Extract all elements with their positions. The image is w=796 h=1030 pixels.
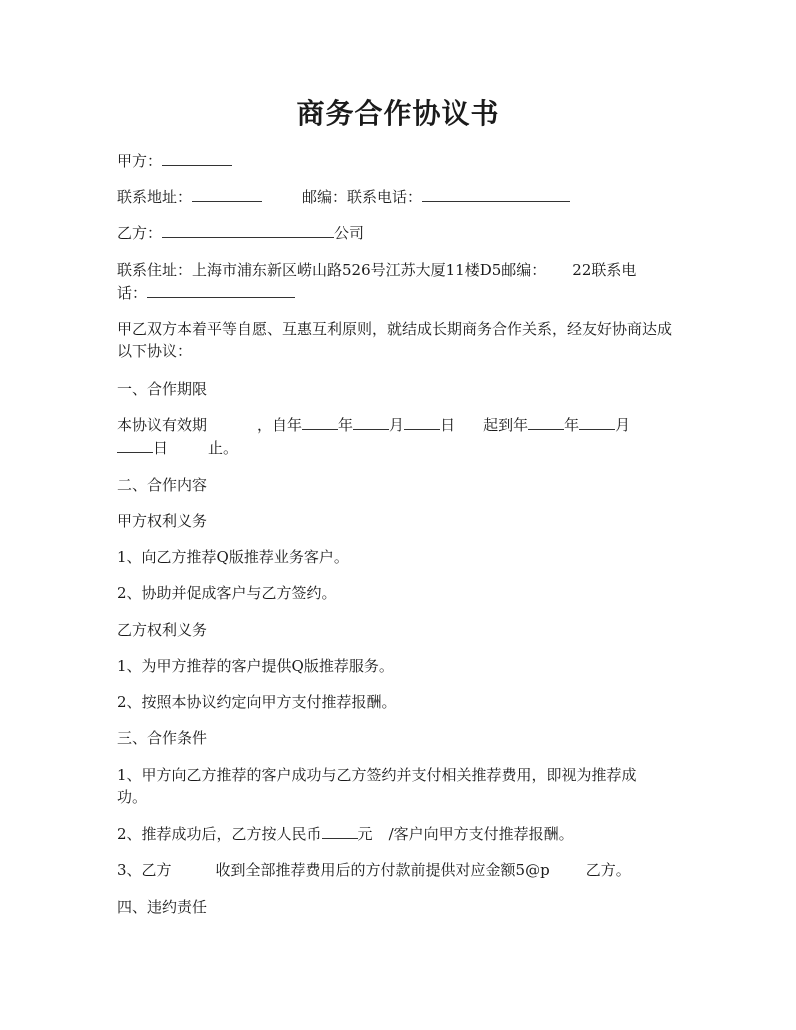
b-item-1: 1、为甲方推荐的客户提供Q版推荐服务。 [117,657,394,675]
party-b-postcode: 22联系电 [572,261,637,279]
day2: 日 [153,439,169,457]
document-title: 商务合作协议书 [296,97,500,130]
condition-2 [117,823,574,845]
term-heading: 一、合作期限 [117,380,208,398]
blank-day2 [117,438,153,453]
blank-day1 [404,415,440,430]
month1: 月 [389,416,405,434]
year1: 年 [338,416,354,434]
term-text-a: 本协议有效期 [117,416,208,434]
party-a-blank [162,151,232,166]
party-a-address-blank [192,187,262,202]
cond3-text-b: 收到全部推荐费用后的方付款前提供对应金额5@p [215,861,550,879]
cond3-text-c: 乙方。 [585,861,631,879]
party-b-phone-blank [147,283,295,298]
party-a-phone-blank [422,187,570,202]
blank-year2 [528,415,564,430]
term-line2 [117,437,238,459]
year2: 年 [564,416,580,434]
cond2-unit: 元 [357,825,373,843]
party-b-label: 乙方： [117,224,163,242]
party-a-postcode-phone-label: 邮编：联系电话： [302,188,423,206]
party-a-address-label: 联系地址： [117,188,193,206]
party-b-blank [162,223,334,238]
cond3-text-a: 3、乙方 [117,861,172,879]
until: 起到年 [483,416,529,434]
condition-1: 1、甲方向乙方推荐的客户成功与乙方签约并支付相关推荐费用，即视为推荐成功。 [117,766,637,806]
conditions-heading: 三、合作条件 [117,729,208,747]
a-rights-heading: 甲方权利义务 [117,512,208,530]
blank-month2 [579,415,615,430]
cond2-amount-blank [322,824,358,839]
party-a-label: 甲方： [117,152,163,170]
party-b-phone-line [117,282,295,304]
breach-heading: 四、违约责任 [117,898,208,916]
term-line1 [117,414,630,436]
party-b-address-line [117,259,636,281]
blank-month1 [353,415,389,430]
party-b-line [117,222,364,244]
party-a-address-line [117,186,570,208]
content-heading: 二、合作内容 [117,476,208,494]
party-b-address: 联系住址：上海市浦东新区崂山路526号江苏大厦11楼D5邮编： [117,261,547,279]
cond2-text-c: /客户向甲方支付推荐报酬。 [388,825,574,843]
condition-3 [117,859,631,881]
month2: 月 [615,416,631,434]
party-b-company-suffix: 公司 [334,224,365,242]
term-end: 止。 [208,439,239,457]
day1: 日 [440,416,456,434]
b-rights-heading: 乙方权利义务 [117,621,208,639]
blank-year1 [302,415,338,430]
cond2-text-a: 2、推荐成功后，乙方按人民币 [117,825,322,843]
intro-paragraph: 甲乙双方本着平等自愿、互惠互利原则，就结成长期商务合作关系，经友好协商达成以下协议： [117,320,673,360]
a-item-1: 1、向乙方推荐Q版推荐业务客户。 [117,548,349,566]
party-b-phone-label: 话： [117,284,148,302]
a-item-2: 2、协助并促成客户与乙方签约。 [117,584,337,602]
party-a-line [117,150,232,172]
b-item-2: 2、按照本协议约定向甲方支付推荐报酬。 [117,693,397,711]
term-text-b: ，自年 [257,416,303,434]
